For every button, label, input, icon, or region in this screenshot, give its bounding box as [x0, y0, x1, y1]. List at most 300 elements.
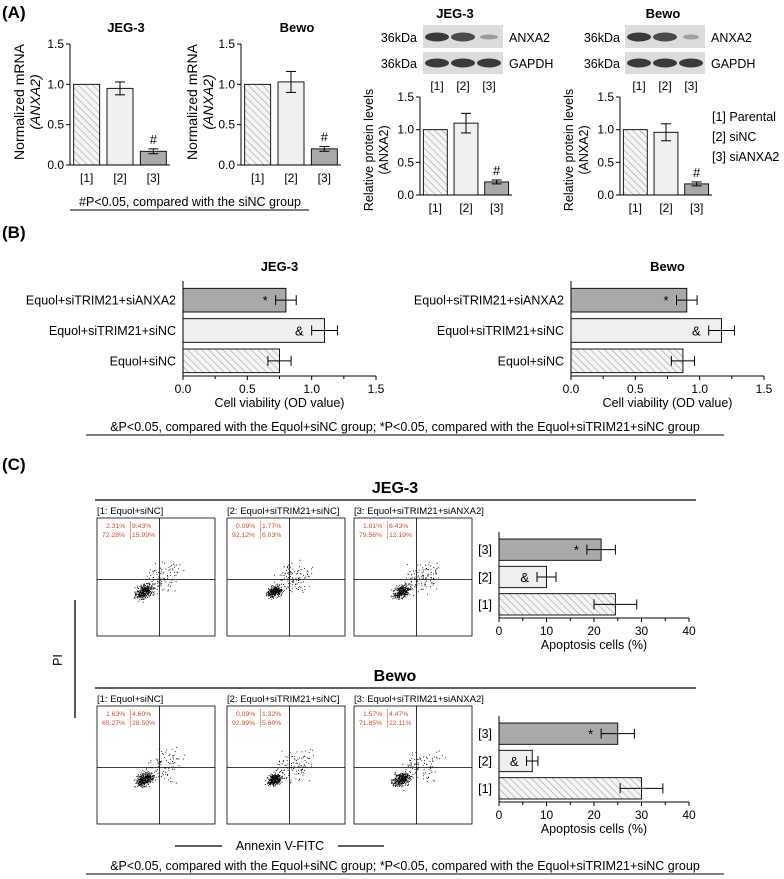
flow-dot [147, 583, 148, 584]
flow-dot [414, 586, 415, 587]
flow-dot [404, 589, 405, 590]
flow-dot [274, 782, 275, 783]
flow-dot [396, 782, 397, 783]
flow-dot [432, 760, 433, 761]
x-axis-label: Cell viability (OD value) [214, 396, 345, 410]
flow-dot [183, 570, 184, 571]
flow-dot [174, 763, 175, 764]
flow-dot [141, 585, 142, 586]
flow-dot [277, 777, 278, 778]
flow-dot [280, 592, 281, 593]
flow-dot [141, 586, 142, 587]
flow-dot [138, 782, 139, 783]
flow-dot [309, 576, 310, 577]
panel-b-footnote: &P<0.05, compared with the Equol+siNC group; *P<0.05, compared with the Equol+siTRIM21+siNC group [110, 420, 700, 434]
flow-dot [271, 774, 272, 775]
category-label: Equol+siTRIM21+siANXA2 [413, 293, 564, 308]
quadrant-value: 12.19% [389, 532, 413, 539]
flow-dot [274, 591, 275, 592]
flow-dot [164, 778, 165, 779]
flow-dot [150, 589, 151, 590]
flow-dot [273, 598, 274, 599]
flow-dot [399, 775, 400, 776]
category-label: Equol+siNC [497, 354, 564, 369]
flow-dot [150, 595, 151, 596]
flow-dot [143, 589, 144, 590]
flow-dot [160, 764, 161, 765]
flow-dot [154, 588, 155, 589]
y-tick-label: 1.0 [47, 77, 64, 92]
flow-dot [403, 597, 404, 598]
flow-dot [144, 596, 145, 597]
flow-dot [163, 754, 164, 755]
flow-dot [406, 585, 407, 586]
flow-dot [403, 592, 404, 593]
flow-dot [288, 569, 289, 570]
flow-dot [272, 777, 273, 778]
flow-dot [142, 779, 143, 780]
flow-dot [285, 573, 286, 574]
flow-dot [174, 575, 175, 576]
flow-dot [280, 783, 281, 784]
flow-dot [406, 584, 407, 585]
flow-dot [168, 567, 169, 568]
flow-dot [406, 775, 407, 776]
flow-dot [419, 583, 420, 584]
flow-dot [402, 785, 403, 786]
flow-dot [291, 574, 292, 575]
flow-dot [410, 588, 411, 589]
flow-dot [309, 758, 310, 759]
flow-dot [400, 782, 401, 783]
flow-dot [407, 590, 408, 591]
flow-dot [163, 573, 164, 574]
flow-dot [410, 776, 411, 777]
flow-dot [399, 596, 400, 597]
flow-dot [142, 592, 143, 593]
flow-dot [279, 590, 280, 591]
flow-dot [153, 577, 154, 578]
flow-dot [291, 765, 292, 766]
flow-dot [417, 777, 418, 778]
flow-dot [145, 588, 146, 589]
x-tick-label: 20 [587, 808, 601, 822]
flow-dot [142, 589, 143, 590]
flow-dot [405, 781, 406, 782]
flow-dot [304, 586, 305, 587]
flow-dot [290, 590, 291, 591]
quadrant-value: 4.60% [132, 711, 152, 718]
flow-dot [175, 751, 176, 752]
flow-dot [423, 589, 424, 590]
flow-dot [138, 601, 139, 602]
flow-dot [392, 780, 393, 781]
flow-dot [301, 772, 302, 773]
blot-cell-title: Bewo [645, 6, 681, 21]
flow-dot [424, 760, 425, 761]
flow-dot [304, 756, 305, 757]
flow-dot [436, 573, 437, 574]
flow-dot [152, 589, 153, 590]
flow-dot [280, 590, 281, 591]
flow-dot [283, 761, 284, 762]
flow-dot [436, 757, 437, 758]
flow-dot [172, 755, 173, 756]
flow-dot [143, 602, 144, 603]
flow-dot [413, 571, 414, 572]
flow-dot [157, 759, 158, 760]
flow-dot [151, 779, 152, 780]
flow-dot [147, 587, 148, 588]
flow-dot [157, 769, 158, 770]
flow-dot [149, 780, 150, 781]
flow-dot [144, 777, 145, 778]
flow-dot [307, 574, 308, 575]
flow-dot [151, 586, 152, 587]
flow-dot [438, 567, 439, 568]
flow-dot [305, 589, 306, 590]
flow-dot [406, 592, 407, 593]
protein-ylabel-line1: Relative protein levels [362, 88, 376, 212]
y-tick-label: 1.0 [218, 77, 235, 92]
flow-dot [149, 578, 150, 579]
flow-dot [399, 585, 400, 586]
flow-dot [405, 592, 406, 593]
flow-dot [155, 780, 156, 781]
flow-dot [152, 782, 153, 783]
flow-dot [267, 783, 268, 784]
flow-dot [400, 773, 401, 774]
flow-dot [406, 586, 407, 587]
flow-dot [149, 588, 150, 589]
flow-dot [167, 575, 168, 576]
flow-dot [158, 773, 159, 774]
flow-dot [141, 786, 142, 787]
flow-dot [149, 774, 150, 775]
flow-dot [299, 586, 300, 587]
flow-dot [278, 586, 279, 587]
flow-dot [152, 592, 153, 593]
flow-dot [302, 769, 303, 770]
legend-item: [1] Parental [712, 110, 776, 124]
category-label: [3] [478, 543, 492, 558]
flow-dot [291, 763, 292, 764]
flow-dot [311, 569, 312, 570]
flow-dot [408, 778, 409, 779]
flow-dot [295, 759, 296, 760]
flow-dot [170, 586, 171, 587]
flow-dot [153, 778, 154, 779]
flow-dot [397, 599, 398, 600]
flow-dot [268, 785, 269, 786]
bar [278, 82, 304, 165]
flow-dot [273, 775, 274, 776]
flow-dot [394, 783, 395, 784]
flow-dot [396, 779, 397, 780]
flow-dot [140, 779, 141, 780]
flow-dot [269, 784, 270, 785]
flow-dot [138, 782, 139, 783]
x-axis-label: Apoptosis cells (%) [540, 822, 648, 836]
flow-dot [176, 575, 177, 576]
flow-dot [424, 769, 425, 770]
flow-dot [301, 582, 302, 583]
flow-dot [432, 758, 433, 759]
flow-plots-bewo [97, 694, 484, 824]
flow-dot [147, 592, 148, 593]
flow-dot [304, 770, 305, 771]
chart-title: Bewo [650, 259, 685, 274]
flow-dot [265, 781, 266, 782]
flow-dot [161, 569, 162, 570]
flow-dot [143, 596, 144, 597]
flow-dot [430, 586, 431, 587]
flow-dot [164, 757, 165, 758]
flow-dot [150, 781, 151, 782]
flow-dot [422, 575, 423, 576]
bar [107, 88, 133, 165]
flow-dot [150, 782, 151, 783]
flow-dot [412, 588, 413, 589]
flow-dot [301, 770, 302, 771]
flow-dot [290, 576, 291, 577]
flow-dot [151, 593, 152, 594]
flow-dot [396, 778, 397, 779]
flow-dot [401, 780, 402, 781]
flow-dot [420, 759, 421, 760]
flow-dot [278, 591, 279, 592]
flow-dot [149, 596, 150, 597]
flow-dot [297, 763, 298, 764]
quadrant-value: 28.50% [132, 720, 156, 727]
flow-dot [291, 756, 292, 757]
flow-dot [394, 774, 395, 775]
flow-dot [415, 584, 416, 585]
flow-dot [148, 781, 149, 782]
flow-dot [439, 751, 440, 752]
significance-mark: & [692, 323, 701, 339]
flow-dot [152, 778, 153, 779]
flow-dot [287, 760, 288, 761]
flow-dot [436, 588, 437, 589]
flow-dot [157, 763, 158, 764]
flow-dot [141, 787, 142, 788]
flow-dot [276, 770, 277, 771]
bar [423, 130, 447, 195]
band [477, 59, 501, 68]
x-tick-label: 30 [634, 808, 649, 822]
flow-dot [141, 776, 142, 777]
flow-dot [421, 583, 422, 584]
flow-dot [274, 589, 275, 590]
flow-dot [158, 586, 159, 587]
flow-dot [309, 752, 310, 753]
flow-dot [423, 765, 424, 766]
flow-dot [430, 580, 431, 581]
quadrant-value: 1.57% [363, 711, 383, 718]
flow-dot [430, 566, 431, 567]
flow-dot [395, 779, 396, 780]
flow-dot [437, 563, 438, 564]
flow-dot [271, 589, 272, 590]
flow-dot [287, 764, 288, 765]
flow-dot [313, 755, 314, 756]
flow-dot [301, 573, 302, 574]
flow-dot [418, 759, 419, 760]
flow-dot [433, 583, 434, 584]
flow-dot [397, 786, 398, 787]
flow-dot [169, 570, 170, 571]
flow-dot [141, 780, 142, 781]
flow-dot [269, 598, 270, 599]
flow-dot [391, 779, 392, 780]
flow-dot [138, 588, 139, 589]
flow-dot [411, 765, 412, 766]
flow-dot [279, 596, 280, 597]
flow-dot [433, 578, 434, 579]
flow-dot [281, 575, 282, 576]
quadrant-value: 6.03% [262, 532, 282, 539]
flow-dot [162, 562, 163, 563]
flow-dot [294, 756, 295, 757]
flow-dot [296, 778, 297, 779]
flow-dot [161, 776, 162, 777]
flow-dot [153, 592, 154, 593]
flow-dot [171, 565, 172, 566]
flow-dot [143, 774, 144, 775]
flow-dot [270, 596, 271, 597]
flow-dot [136, 779, 137, 780]
flow-dot [397, 596, 398, 597]
y-tick-label: 0.0 [397, 188, 414, 202]
flow-dot [144, 771, 145, 772]
flow-dot [301, 769, 302, 770]
flow-dot [398, 590, 399, 591]
lane-legend [712, 110, 779, 164]
flow-dot [272, 780, 273, 781]
flow-dot [407, 594, 408, 595]
flow-dot [427, 758, 428, 759]
flow-dot [276, 590, 277, 591]
flow-dot [145, 595, 146, 596]
flow-dot [276, 588, 277, 589]
flow-dot [147, 597, 148, 598]
flow-dot [405, 771, 406, 772]
flow-dot [295, 584, 296, 585]
flow-dot [134, 592, 135, 593]
quadrant-value: 72.28% [102, 532, 126, 539]
flow-dot [411, 587, 412, 588]
flow-dot [425, 585, 426, 586]
flow-dot [167, 578, 168, 579]
flow-dot [273, 596, 274, 597]
flow-dot [175, 591, 176, 592]
panel-c-label: (C) [2, 455, 26, 474]
flow-dot [403, 790, 404, 791]
flow-dot [402, 598, 403, 599]
flow-dot [161, 571, 162, 572]
flow-dot [400, 780, 401, 781]
flow-dot [153, 594, 154, 595]
blot-lane: [1] [430, 79, 444, 93]
flow-dot [401, 595, 402, 596]
flow-dot [147, 589, 148, 590]
flow-dot [394, 590, 395, 591]
bar [74, 84, 100, 165]
flow-dot [301, 569, 302, 570]
flow-dot [167, 576, 168, 577]
bar [499, 539, 601, 560]
flow-dot [140, 785, 141, 786]
flow-dot [282, 782, 283, 783]
flow-dot [145, 597, 146, 598]
legend-item: [2] siNC [712, 130, 757, 144]
flow-dot [400, 777, 401, 778]
bar [571, 349, 683, 373]
flow-dot [269, 782, 270, 783]
flow-dot [400, 774, 401, 775]
flow-dot [141, 778, 142, 779]
flow-dot [408, 593, 409, 594]
flow-dot [267, 592, 268, 593]
flow-dot [184, 755, 185, 756]
flow-dot [271, 779, 272, 780]
flow-dot [395, 589, 396, 590]
flow-dot [275, 780, 276, 781]
blot-protein: GAPDH [509, 57, 554, 71]
flow-dot [308, 571, 309, 572]
flow-dot [140, 597, 141, 598]
flow-dot [276, 585, 277, 586]
flow-dot [166, 760, 167, 761]
flow-dot [156, 574, 157, 575]
flow-dot [287, 768, 288, 769]
protein-ylabel-line2: (ANXA2) [577, 125, 591, 175]
flow-dot [432, 582, 433, 583]
flow-dot [167, 775, 168, 776]
flow-dot [393, 593, 394, 594]
blot-kda: 36kDa [380, 57, 417, 71]
flow-dot [282, 776, 283, 777]
flow-dot [170, 582, 171, 583]
flow-dot [405, 584, 406, 585]
flow-dot [415, 772, 416, 773]
flow-dot [154, 570, 155, 571]
band [451, 59, 475, 68]
x-tick-label: 10 [539, 808, 554, 822]
flow-dot [142, 587, 143, 588]
flow-dot [398, 599, 399, 600]
flow-dot [144, 779, 145, 780]
flow-dot [431, 577, 432, 578]
flow-dot [402, 590, 403, 591]
flow-dot [412, 768, 413, 769]
flow-dot [277, 592, 278, 593]
band [425, 33, 449, 42]
flow-dot [157, 760, 158, 761]
flow-dot [146, 768, 147, 769]
significance-mark: # [693, 164, 701, 180]
flow-dot [401, 786, 402, 787]
x-tick-label: [2] [459, 201, 473, 215]
flow-dot [293, 762, 294, 763]
quadrant-value: 22.11% [389, 720, 412, 727]
flow-dot [395, 784, 396, 785]
pi-label: PI [51, 654, 65, 666]
flow-dot [147, 783, 148, 784]
flow-dot [164, 589, 165, 590]
chart-mrna-jeg3 [47, 20, 170, 185]
